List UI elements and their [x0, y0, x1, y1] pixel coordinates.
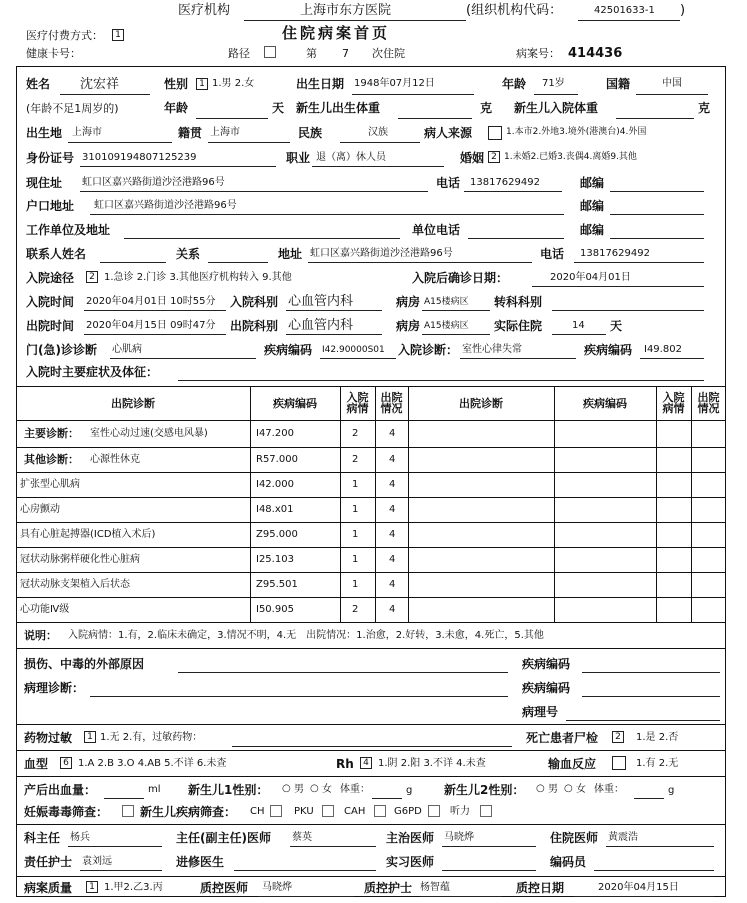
nb1-female-radio[interactable]: ○	[310, 783, 319, 794]
sex-label: 性别	[164, 77, 189, 91]
in-diag-label: 入院诊断：	[398, 343, 459, 357]
ml-unit: ml	[148, 784, 161, 795]
job-label: 职业	[286, 151, 311, 165]
nation: 中国	[662, 78, 682, 89]
transfusion-label: 输血反应	[548, 757, 597, 771]
marital-value[interactable]: 2	[488, 151, 500, 163]
intern-label: 实习医师	[386, 855, 435, 869]
infant-age-label: 年龄	[164, 101, 189, 115]
path-diag-label: 病理诊断：	[24, 681, 85, 695]
qc-nurse-label: 质控护士	[364, 881, 413, 895]
qc-date: 2020年04月15日	[598, 882, 679, 893]
col-cond-1-b: 入院	[662, 391, 685, 404]
route-options: 1.急诊 2.门诊 3.其他医疗机构转入 9.其他	[104, 272, 292, 283]
pp-label: 产后出血量：	[24, 783, 97, 797]
ethnic: 汉族	[368, 127, 388, 138]
in-dept: 心血管内科	[288, 294, 354, 309]
hearing-checkbox[interactable]	[480, 805, 492, 817]
route-value[interactable]: 2	[86, 271, 98, 283]
contact-label: 联系人姓名	[26, 247, 87, 261]
page-title: 住院病案首页	[282, 24, 391, 42]
hearing-label: 听力	[450, 806, 470, 817]
dept-head-label: 科主任	[24, 831, 61, 845]
gram-unit-2: 克	[698, 101, 711, 115]
source-label: 病人来源	[424, 126, 473, 140]
opd-diag: 心肌病	[112, 344, 142, 355]
col-out-2-b: 情况	[697, 402, 720, 415]
qc-doc-label: 质控医师	[200, 881, 249, 895]
transfusion-checkbox[interactable]	[612, 756, 626, 770]
sex-options: 1.男 2.女	[212, 78, 255, 89]
nb1-label: 新生儿1性别：	[188, 783, 269, 797]
times-suffix: 次住院	[372, 47, 405, 60]
injury-label: 损伤、中毒的外部原因	[24, 657, 145, 671]
phone: 13817629492	[470, 177, 540, 188]
path-label: 路径	[228, 47, 250, 60]
org-code-label: (组织机构代码：	[466, 3, 563, 18]
nation-label: 国籍	[606, 77, 631, 91]
diag-out: 4	[389, 579, 396, 590]
rh-options: 1.阴 2.阳 3.不详 4.未查	[378, 758, 486, 769]
diag-cond: 2	[352, 454, 359, 465]
stay-unit: 天	[610, 319, 623, 333]
quality-label: 病案质量	[24, 881, 73, 895]
ward-label: 病房	[396, 295, 421, 309]
nb2-female-radio[interactable]: ○	[564, 783, 573, 794]
col-out-1: 出院	[380, 391, 403, 404]
age: 71岁	[542, 78, 565, 89]
path-checkbox[interactable]	[264, 46, 276, 58]
source-checkbox[interactable]	[488, 126, 502, 140]
job: 退（离）休人员	[316, 152, 386, 163]
nb1-male: 男	[294, 784, 304, 795]
col-diagnosis: 出院诊断	[111, 397, 155, 410]
nb2-weight-label: 体重：	[594, 784, 624, 795]
org-code: 42501633-1	[594, 5, 655, 16]
id-label: 身份证号	[26, 151, 75, 165]
pay-value[interactable]: 1	[112, 29, 124, 41]
stay-label: 实际住院	[494, 319, 543, 333]
diag-cond: 1	[352, 529, 359, 540]
nurse: 袁刘远	[82, 856, 112, 867]
resident: 黄震浩	[608, 832, 638, 843]
symptoms-label: 入院时主要症状及体征：	[26, 365, 159, 379]
contact-addr: 虹口区嘉兴路街道沙泾港路96号	[310, 248, 453, 259]
pay-label: 医疗付费方式：	[26, 29, 103, 42]
dept-head: 杨兵	[70, 832, 90, 843]
nb2-g: g	[668, 785, 675, 796]
in-time-label: 入院时间	[26, 295, 75, 309]
source-options: 1.本市2.外地3.境外(港澳台)4.外国	[506, 127, 647, 137]
cah-checkbox[interactable]	[374, 805, 386, 817]
quality-options: 1.甲2.乙3.丙	[104, 882, 163, 893]
address-label: 现住址	[26, 176, 63, 190]
nb2-label: 新生儿2性别：	[444, 783, 525, 797]
diag-code: R57.000	[256, 454, 298, 465]
diag-out: 4	[389, 529, 396, 540]
path-no-label: 病理号	[522, 705, 559, 719]
ch-label: CH	[250, 806, 265, 817]
diag-code: Z95.501	[256, 579, 298, 590]
col-cond-2-b: 病情	[662, 402, 685, 415]
allergy-options: 1.无 2.有，过敏药物：	[100, 732, 203, 743]
qc-date-label: 质控日期	[516, 881, 565, 895]
transfusion-options: 1.有 2.无	[636, 758, 679, 769]
opd-label: 门(急)诊诊断	[26, 343, 97, 357]
col-code: 疾病编码	[273, 397, 317, 410]
zip-label: 邮编	[580, 176, 605, 190]
hukou: 虹口区嘉兴路街道沙泾港路96号	[94, 200, 237, 211]
diag-name: 扩张型心肌病	[20, 479, 80, 490]
native-label: 籍贯	[178, 126, 203, 140]
diag-out: 4	[389, 504, 396, 515]
chief-label: 主任(副主任)医师	[176, 831, 271, 845]
note-label: 说明：	[24, 629, 57, 642]
confirm-date: 2020年04月01日	[550, 272, 631, 283]
ethnic-label: 民族	[298, 126, 323, 140]
relation-label: 关系	[176, 247, 201, 261]
diag-name: 心功能Ⅳ级	[20, 604, 70, 615]
out-time-label: 出院时间	[26, 319, 75, 333]
col-diagnosis-2: 出院诊断	[459, 397, 503, 410]
work-phone-label: 单位电话	[412, 223, 461, 237]
hukou-label: 户口地址	[26, 199, 75, 213]
autopsy-options: 1.是 2.否	[636, 732, 679, 743]
diag-name: 心源性休克	[90, 454, 140, 465]
preg-label: 妊娠毒毒筛查：	[24, 805, 109, 819]
autopsy-value[interactable]: 2	[612, 731, 624, 743]
diag-out: 4	[389, 479, 396, 490]
preg-checkbox[interactable]	[122, 805, 134, 817]
marital-label: 婚姻	[460, 151, 485, 165]
attending-label: 主治医师	[386, 831, 435, 845]
col-cond-1: 入院	[346, 391, 369, 404]
allergy-value[interactable]: 1	[84, 731, 96, 743]
id-number: 310109194807125239	[82, 152, 197, 163]
path-code-label: 疾病编码	[522, 681, 571, 695]
diag-name: 冠状动脉粥样硬化性心脏病	[20, 554, 140, 565]
out-dept: 心血管内科	[288, 318, 354, 333]
org-label: 医疗机构	[178, 3, 231, 18]
g6pd-label: G6PD	[394, 806, 422, 817]
times-value: 7	[342, 47, 349, 60]
blood-value[interactable]: 6	[60, 757, 72, 769]
diag-code: I25.103	[256, 554, 294, 565]
transfer-label: 转科科别	[494, 295, 543, 309]
allergy-label: 药物过敏	[24, 731, 73, 745]
case-no-label: 病案号：	[516, 47, 560, 60]
route-label: 入院途径	[26, 271, 75, 285]
diag-cond: 1	[352, 504, 359, 515]
diag-out: 4	[389, 454, 396, 465]
in-diag: 室性心律失常	[462, 344, 522, 355]
nb-admit-weight-label: 新生儿入院体重	[514, 101, 599, 115]
name-label: 姓名	[26, 77, 51, 91]
stay-days: 14	[572, 320, 585, 331]
contact-phone: 13817629492	[580, 248, 650, 259]
nb2-male: 男	[548, 784, 558, 795]
ward: A15楼病区	[424, 297, 469, 307]
nb1-male-radio[interactable]: ○	[282, 783, 291, 794]
attending: 马晓烨	[444, 832, 474, 843]
diag-cond: 2	[352, 604, 359, 615]
day-unit: 天	[272, 101, 285, 115]
times-prefix: 第	[306, 47, 317, 60]
diag-out: 4	[389, 428, 396, 439]
blood-label: 血型	[24, 757, 49, 771]
marital-options: 1.未婚2.已婚3.丧偶4.离婚9.其他	[504, 152, 637, 162]
diag-out: 4	[389, 554, 396, 565]
in-time: 2020年04月01日 10时55分	[86, 296, 216, 307]
opd-code-label: 疾病编码	[264, 343, 313, 357]
qc-doc: 马晓烨	[262, 882, 292, 893]
diag-code: I50.905	[256, 604, 294, 615]
diag-code: I47.200	[256, 428, 294, 439]
main-diag-prefix: 主要诊断：	[24, 427, 79, 440]
confirm-label: 入院后确诊日期：	[412, 271, 509, 285]
diag-name: 具有心脏起搏器(ICD植入术后)	[20, 529, 156, 540]
diag-name: 冠状动脉支架植入后状态	[20, 579, 130, 590]
age-label: 年龄	[502, 77, 527, 91]
pku-label: PKU	[294, 806, 314, 817]
diag-code: I42.000	[256, 479, 294, 490]
case-no: 414436	[568, 46, 623, 61]
native: 上海市	[210, 127, 240, 138]
out-time: 2020年04月15日 09时47分	[86, 320, 216, 331]
diag-cond: 1	[352, 479, 359, 490]
rh-value[interactable]: 4	[360, 757, 372, 769]
col-cond-2: 病情	[346, 402, 369, 415]
g6pd-checkbox[interactable]	[428, 805, 440, 817]
nb-screen-label: 新生儿疾病筛查：	[140, 805, 237, 819]
infant-note: (年龄不足1周岁的)	[26, 102, 119, 115]
nb1-female: 女	[322, 784, 332, 795]
ch-checkbox[interactable]	[270, 805, 282, 817]
diag-name: 室性心动过速(交感电风暴)	[90, 428, 208, 439]
quality-value[interactable]: 1	[86, 881, 98, 893]
dob-label: 出生日期	[296, 77, 345, 91]
out-dept-label: 出院科别	[230, 319, 279, 333]
injury-code-label: 疾病编码	[522, 657, 571, 671]
nb-weight-label: 新生儿出生体重	[296, 101, 381, 115]
qc-nurse: 杨智蕴	[420, 882, 450, 893]
zip-label-2: 邮编	[580, 199, 605, 213]
nurse-label: 责任护士	[24, 855, 73, 869]
org-name: 上海市东方医院	[300, 3, 392, 18]
nb1-weight-label: 体重：	[340, 784, 370, 795]
autopsy-label: 死亡患者尸检	[526, 731, 599, 745]
nb2-male-radio[interactable]: ○	[536, 783, 545, 794]
chief: 蔡英	[292, 832, 312, 843]
in-code-label: 疾病编码	[584, 343, 633, 357]
diag-code: I48.x01	[256, 504, 294, 515]
fellow-label: 进修医生	[176, 855, 225, 869]
pku-checkbox[interactable]	[322, 805, 334, 817]
birthplace-label: 出生地	[26, 126, 63, 140]
ward-2: A15楼病区	[424, 321, 469, 331]
contact-addr-label: 地址	[278, 247, 303, 261]
col-out-1-b: 出院	[697, 391, 720, 404]
diag-cond: 1	[352, 579, 359, 590]
cah-label: CAH	[344, 806, 366, 817]
opd-code: I42.90000S01	[322, 345, 385, 355]
nb1-g: g	[406, 785, 413, 796]
patient-name: 沈宏祥	[80, 77, 120, 92]
gram-unit: 克	[480, 101, 493, 115]
blood-options: 1.A 2.B 3.O 4.AB 5.不详 6.未查	[78, 758, 227, 769]
other-diag-prefix: 其他诊断：	[24, 453, 79, 466]
in-dept-label: 入院科别	[230, 295, 279, 309]
phone-label: 电话	[436, 176, 461, 190]
contact-phone-label: 电话	[540, 247, 565, 261]
diag-cond: 2	[352, 428, 359, 439]
nb2-female: 女	[576, 784, 586, 795]
resident-label: 住院医师	[550, 831, 599, 845]
address: 虹口区嘉兴路街道沙泾港路96号	[82, 177, 225, 188]
in-code: I49.802	[644, 344, 682, 355]
health-card-label: 健康卡号：	[26, 47, 81, 60]
work-label: 工作单位及地址	[26, 223, 111, 237]
coder-label: 编码员	[550, 855, 587, 869]
org-code-close: )	[680, 3, 686, 18]
diag-out: 4	[389, 604, 396, 615]
rh-label: Rh	[336, 757, 354, 771]
diag-code: Z95.000	[256, 529, 298, 540]
sex-value[interactable]: 1	[196, 78, 208, 90]
birthplace: 上海市	[72, 127, 102, 138]
diag-name: 心房颤动	[20, 504, 60, 515]
ward-label-2: 病房	[396, 319, 421, 333]
diag-cond: 1	[352, 554, 359, 565]
col-code-2: 疾病编码	[583, 397, 627, 410]
dob: 1948年07月12日	[354, 78, 435, 89]
zip-label-3: 邮编	[580, 223, 605, 237]
col-out-2: 情况	[380, 402, 403, 415]
note: 入院病情：1.有，2.临床未确定，3.情况不明，4.无 出院情况：1.治愈，2.好转，3.未愈，4.死亡，5.其他	[68, 630, 544, 641]
